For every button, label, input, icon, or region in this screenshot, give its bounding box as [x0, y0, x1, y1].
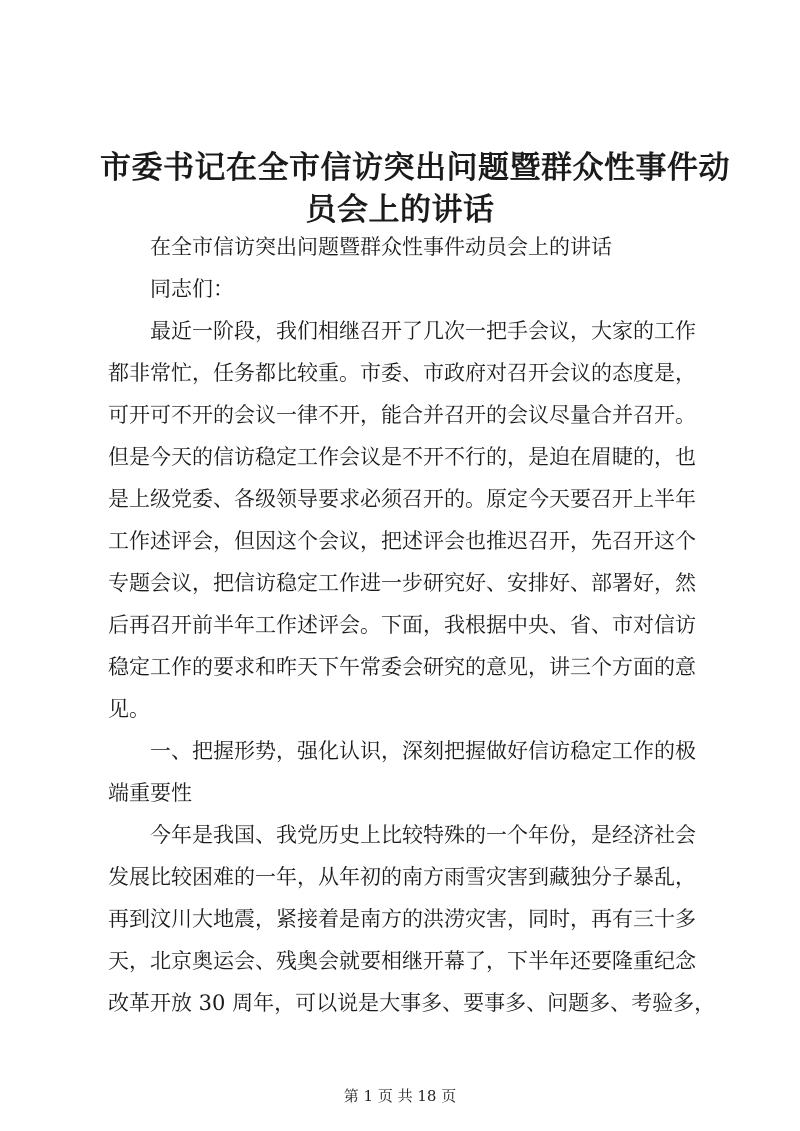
salutation-line: 同志们：	[150, 277, 234, 301]
paragraph-line: 发展比较困难的一年，从年初的南方雨雪灾害到藏独分子暴乱，	[108, 865, 696, 889]
paragraph-line: 今年是我国、我党历史上比较特殊的一个年份，是经济社会	[150, 823, 696, 847]
paragraph-line: 稳定工作的要求和昨天下午常委会研究的意见，讲三个方面的意	[108, 655, 696, 679]
document-title-line-1: 市委书记在全市信访突出问题暨群众性事件动	[100, 150, 730, 186]
paragraph-line: 都非常忙，任务都比较重。市委、市政府对召开会议的态度是，	[108, 361, 696, 385]
paragraph-line: 改革开放 30 周年，可以说是大事多、要事多、问题多、考验多，	[108, 991, 716, 1015]
paragraph-line: 天，北京奥运会、残奥会就要相继开幕了，下半年还要隆重纪念	[108, 949, 696, 973]
paragraph-line: 专题会议，把信访稳定工作进一步研究好、安排好、部署好，然	[108, 571, 696, 595]
subtitle-line: 在全市信访突出问题暨群众性事件动员会上的讲话	[150, 235, 612, 259]
paragraph-line: 见。	[108, 697, 150, 721]
document-title-line-2: 员会上的讲话	[305, 192, 495, 228]
paragraph-line: 后再召开前半年工作述评会。下面，我根据中央、省、市对信访	[108, 613, 696, 637]
paragraph-line: 但是今天的信访稳定工作会议是不开不行的，是迫在眉睫的，也	[108, 445, 696, 469]
section-heading-line: 一、把握形势，强化认识，深刻把握做好信访稳定工作的极	[150, 739, 696, 763]
section-heading-line: 端重要性	[108, 781, 192, 805]
paragraph-line: 是上级党委、各级领导要求必须召开的。原定今天要召开上半年	[108, 487, 696, 511]
paragraph-line: 再到汶川大地震，紧接着是南方的洪涝灾害，同时，再有三十多	[108, 907, 696, 931]
paragraph-line: 最近一阶段，我们相继召开了几次一把手会议，大家的工作	[150, 319, 696, 343]
paragraph-line: 可开可不开的会议一律不开，能合并召开的会议尽量合并召开。	[108, 403, 696, 427]
document-body	[108, 226, 716, 1024]
paragraph-line: 工作述评会，但因这个会议，把述评会也推迟召开，先召开这个	[108, 529, 696, 553]
page-footer: 第 1 页 共 18 页	[343, 1087, 457, 1105]
